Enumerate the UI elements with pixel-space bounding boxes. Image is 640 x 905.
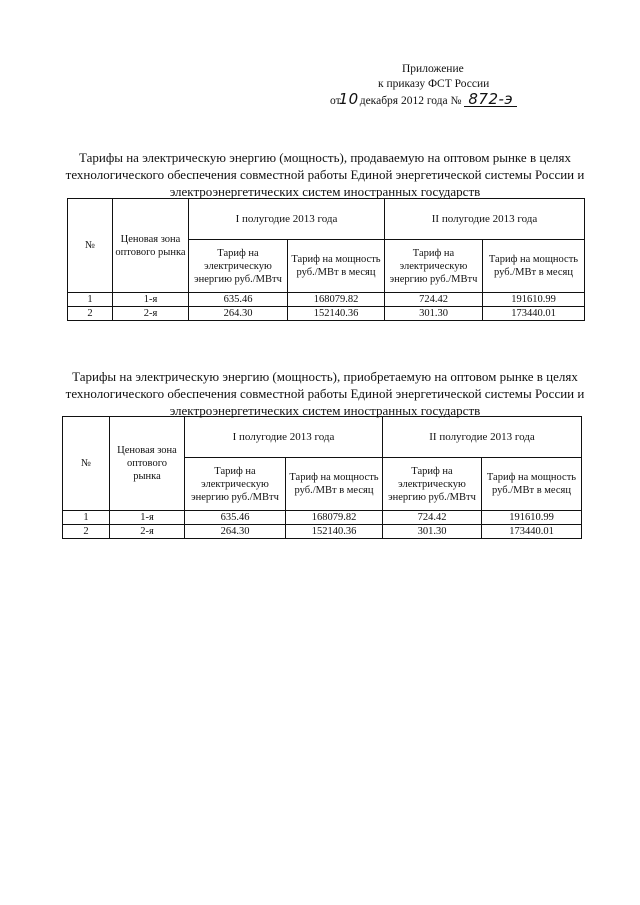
- cell-zone: 2-я: [110, 525, 185, 539]
- cell-h1-energy: 635.46: [189, 293, 288, 307]
- cell-num: 2: [68, 307, 113, 321]
- cell-h2-energy: 724.42: [383, 511, 482, 525]
- header-half2: II полугодие 2013 года: [385, 199, 585, 240]
- cell-h1-energy: 264.30: [189, 307, 288, 321]
- header-zone: Ценовая зона оптового рынка: [113, 199, 189, 293]
- header-zone: Ценовая зона оптового рынка: [110, 417, 185, 511]
- cell-h2-energy: 301.30: [385, 307, 483, 321]
- table-row: [63, 525, 582, 539]
- cell-h1-power: 152140.36: [288, 307, 385, 321]
- header-h1-power: Тариф на мощность руб./МВт в месяц: [286, 458, 383, 511]
- cell-h2-power: 173440.01: [482, 525, 582, 539]
- appendix-label: Приложение: [402, 63, 464, 75]
- header-half1: I полугодие 2013 года: [189, 199, 385, 240]
- date-prefix: от: [330, 95, 341, 107]
- handwritten-order-number: 872-э: [464, 93, 517, 107]
- table-row: [68, 307, 585, 321]
- cell-h2-power: 191610.99: [482, 511, 582, 525]
- tariffs-table-purchased: [62, 416, 582, 539]
- cell-h2-energy: 301.30: [383, 525, 482, 539]
- header-num: №: [68, 199, 113, 293]
- header-h2-power: Тариф на мощность руб./МВт в месяц: [483, 240, 585, 293]
- cell-h2-power: 173440.01: [483, 307, 585, 321]
- cell-zone: 1-я: [110, 511, 185, 525]
- section2-title: Тарифы на электрическую энергию (мощность), приобретаемую на оптовом рынке в целях технологического обеспечения совместной работы Единой энергетической системы России и электроэнергетических систем иностранных государств: [65, 369, 585, 418]
- header-h1-energy: Тариф на электрическую энергию руб./МВтч: [189, 240, 288, 293]
- handwritten-date: 10: [338, 90, 359, 108]
- header-half2: II полугодие 2013 года: [383, 417, 582, 458]
- table-row: [63, 511, 582, 525]
- cell-h1-power: 152140.36: [286, 525, 383, 539]
- cell-h1-energy: 264.30: [185, 525, 286, 539]
- tariffs-table-sold: [67, 198, 585, 321]
- header-half1: I полугодие 2013 года: [185, 417, 383, 458]
- header-h2-energy: Тариф на электрическую энергию руб./МВтч: [385, 240, 483, 293]
- date-text: декабря 2012 года №: [359, 95, 462, 107]
- cell-h1-energy: 635.46: [185, 511, 286, 525]
- header-h2-power: Тариф на мощность руб./МВт в месяц: [482, 458, 582, 511]
- cell-h1-power: 168079.82: [286, 511, 383, 525]
- cell-num: 1: [63, 511, 110, 525]
- cell-num: 1: [68, 293, 113, 307]
- cell-zone: 1-я: [113, 293, 189, 307]
- cell-h2-power: 191610.99: [483, 293, 585, 307]
- header-h2-energy: Тариф на электрическую энергию руб./МВтч: [383, 458, 482, 511]
- cell-h2-energy: 724.42: [385, 293, 483, 307]
- section1-title: Тарифы на электрическую энергию (мощность), продаваемую на оптовом рынке в целях технологического обеспечения совместной работы Единой энергетической системы России и электроэнергетических систем иностранных государств: [65, 150, 585, 199]
- header-h1-energy: Тариф на электрическую энергию руб./МВтч: [185, 458, 286, 511]
- header-h1-power: Тариф на мощность руб./МВт в месяц: [288, 240, 385, 293]
- appendix-header: [330, 62, 540, 109]
- header-num: №: [63, 417, 110, 511]
- appendix-date-line: [330, 92, 540, 109]
- cell-zone: 2-я: [113, 307, 189, 321]
- cell-num: 2: [63, 525, 110, 539]
- table-row: [68, 293, 585, 307]
- cell-h1-power: 168079.82: [288, 293, 385, 307]
- appendix-order-ref: к приказу ФСТ России: [378, 78, 490, 90]
